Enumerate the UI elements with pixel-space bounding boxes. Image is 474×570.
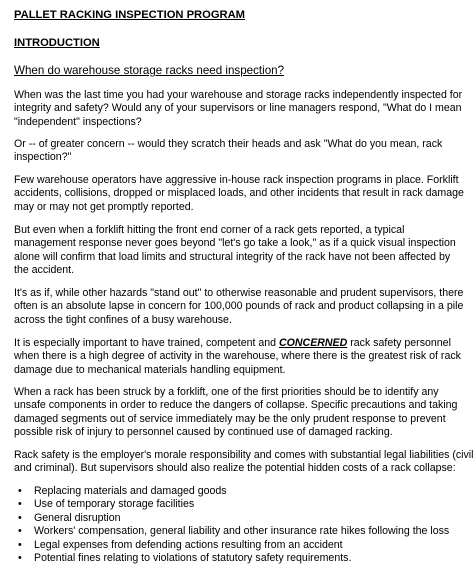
paragraph-5 xyxy=(14,287,464,327)
text-run: It is especially important to have trained, competent and xyxy=(14,337,279,349)
paragraph-line: Rack safety is the employer's morale responsibility and comes with substantial legal liabilities (civil xyxy=(14,449,474,461)
paragraph-line: damaged segments out of service immediately may be the only prudent response to prevent xyxy=(14,412,446,425)
section-heading: INTRODUCTION xyxy=(14,37,100,49)
paragraph-line: management response never goes beyond "let's go take a look," as if a quick visual inspection xyxy=(14,237,456,250)
paragraph-line: When was the last time you had your warehouse and storage racks independently inspected for xyxy=(14,89,463,101)
question-heading: When do warehouse storage racks need inspection? xyxy=(14,64,285,77)
paragraph-line: integrity and safety? Would any of your supervisors or line managers respond, "What do I mean xyxy=(14,102,462,115)
list-item xyxy=(14,552,464,565)
paragraph-line: Or -- of greater concern -- would they scratch their heads and ask "What do you mean, rack xyxy=(14,138,443,150)
list-item-text: General disruption xyxy=(34,511,121,524)
hidden-costs-list xyxy=(14,485,464,565)
paragraph-line: and criminal). But supervisors should also realize the potential hidden costs of a rack collapse: xyxy=(14,462,456,475)
paragraph-line: "independent" inspections? xyxy=(14,115,142,128)
list-item xyxy=(14,525,464,538)
paragraph-3 xyxy=(14,174,464,214)
list-item-text: Replacing materials and damaged goods xyxy=(34,485,227,497)
paragraph-line: may or may not get promptly reported. xyxy=(14,200,194,213)
paragraph-2 xyxy=(14,138,464,165)
paragraph-line: When a rack has been struck by a forklift, one of the first priorities should be to identify any xyxy=(14,386,439,398)
paragraph-line: the accident. xyxy=(14,264,75,277)
bullet-icon: • xyxy=(18,498,22,511)
paragraph-line: accidents, collisions, dropped or misplaced loads, and other incidents that result in rack damage xyxy=(14,187,464,200)
paragraph-line: alone will confirm that load limits and structural integrity of the rack have not been affected by xyxy=(14,250,451,263)
paragraph-line: unsafe components in order to reduce the dangers of collapse. Specific precautions and taking xyxy=(14,399,458,412)
document-title: PALLET RACKING INSPECTION PROGRAM xyxy=(14,9,246,21)
bullet-icon: • xyxy=(18,511,22,524)
text-run: rack safety personnel xyxy=(347,337,451,349)
bullet-icon: • xyxy=(18,551,22,564)
paragraph-line: Few warehouse operators have aggressive in-house rack inspection programs in place. Forklift xyxy=(14,174,459,186)
list-item-text: Potential fines relating to violations of statutory safety requirements. xyxy=(34,551,352,564)
paragraph-line: across the tight confines of a busy warehouse. xyxy=(14,313,232,326)
paragraph-line: It's as if, while other hazards "stand out" to otherwise reasonable and prudent supervisors, there xyxy=(14,287,464,299)
paragraph-8 xyxy=(14,449,474,476)
paragraph-1 xyxy=(14,89,464,129)
paragraph-line: damage due to mechanical materials handling equipment. xyxy=(14,363,286,376)
paragraph-line: But even when a forklift hitting the front end corner of a rack gets reported, a typical xyxy=(14,224,405,236)
paragraph-line: possible risk of injury to personnel caused by continued use of damaged racking. xyxy=(14,426,393,439)
list-item xyxy=(14,498,464,511)
paragraph-line: often is an absolute lapse in concern for 100,000 pounds of rack and product collapsing in a pile xyxy=(14,300,464,313)
list-item-text: Legal expenses from defending actions resulting from an accident xyxy=(34,538,343,551)
bullet-icon: • xyxy=(18,525,22,538)
bullet-icon: • xyxy=(18,538,22,551)
paragraph-6 xyxy=(14,337,464,377)
list-item xyxy=(14,485,464,498)
bullet-icon: • xyxy=(18,485,22,497)
list-item-text: Workers' compensation, general liability and other insurance rate hikes following the loss xyxy=(34,525,450,538)
paragraph-4 xyxy=(14,224,464,278)
paragraph-line: inspection?" xyxy=(14,151,72,164)
paragraph-line xyxy=(14,337,464,350)
list-item xyxy=(14,539,464,552)
list-item xyxy=(14,512,464,525)
list-item-text: Use of temporary storage facilities xyxy=(34,498,195,511)
paragraph-7 xyxy=(14,386,464,440)
concerned-emphasis: CONCERNED xyxy=(279,337,348,349)
paragraph-line: when there is a high degree of activity in the warehouse, where there is the greatest risk of rack xyxy=(14,350,461,363)
